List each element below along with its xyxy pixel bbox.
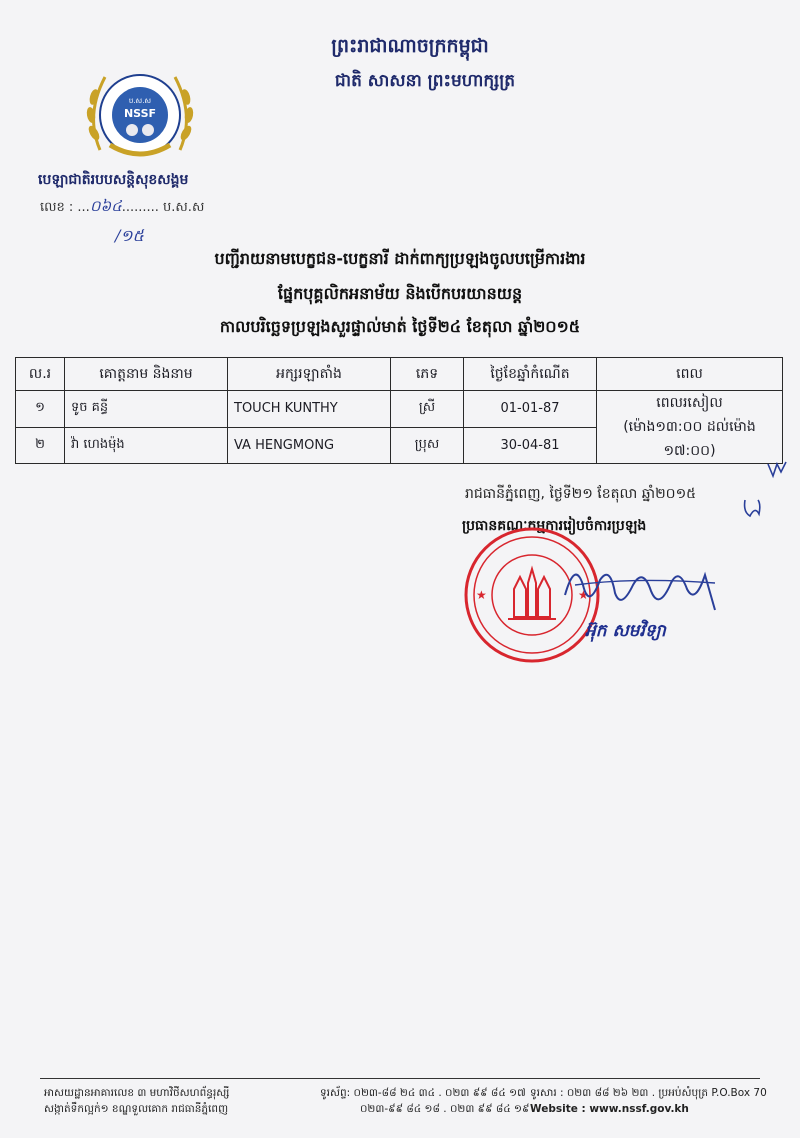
title-line-3: កាលបរិច្ឆេទប្រឡងសួរផ្ទាល់មាត់ ថ្ងៃទី២៤ ខែតុលា ឆ្នាំ២០១៥ — [219, 317, 581, 336]
row-name-latin: TOUCH KUNTHY — [228, 391, 391, 428]
svg-text:★: ★ — [578, 588, 589, 602]
footer-contact — [530, 1085, 767, 1117]
footer-phones — [320, 1085, 529, 1117]
website-line: Website : www.nssf.gov.kh — [530, 1103, 689, 1115]
organization-name: បេឡាជាតិរបបសន្តិសុខសង្គម — [38, 172, 189, 188]
handwritten-initial-mark — [765, 458, 789, 482]
ref-label: លេខ : — [40, 200, 74, 215]
header-name-kh: គោត្តនាម និងនាម — [65, 358, 228, 391]
row-no: ២ — [16, 427, 65, 464]
svg-text:★: ★ — [476, 588, 487, 602]
row-sex: ស្រី — [391, 391, 464, 428]
row-name-kh: វ៉ា ហេងម៉ុង — [65, 427, 228, 464]
row-sex: ប្រុស — [391, 427, 464, 464]
committee-chair-title: ប្រធានគណៈកម្មការរៀបចំការប្រឡង — [462, 518, 647, 534]
row-no: ១ — [16, 391, 65, 428]
ref-suffix: ប.ស.ស — [163, 200, 205, 215]
time-line-1: ពេលរសៀល — [656, 395, 723, 411]
header-dob: ថ្ងៃខែឆ្នាំកំណើត — [464, 358, 597, 391]
phone-line-1: ទូរស័ព្ទ: ០២៣-៨៨ ២៤ ៣៤ . ០២៣ ៩៩ ៨៤ ១៧ — [320, 1087, 526, 1099]
ref-sub: /១៥ — [115, 226, 144, 245]
fax-line: ទូរសារ : ០២៣ ៨៨ ២៦ ២៣ . ប្រអប់សំបុត្រ P.O.Box 70 — [530, 1087, 767, 1099]
row-name-latin: VA HENGMONG — [228, 427, 391, 464]
address-line-1: អាសយដ្ឋានអាគារលេខ ៣ មហាវិថីសហព័ន្ធរុស្សី — [44, 1087, 230, 1099]
handwritten-initial-mark — [741, 496, 763, 522]
kingdom-heading: ព្រះរាជាណាចក្រកម្ពុជា — [331, 35, 489, 57]
place-and-date: រាជធានីភ្នំពេញ, ថ្ងៃទី២១ ខែតុលា ឆ្នាំ២០១៥ — [465, 486, 697, 502]
title-line-1: បញ្ជីរាយនាមបេក្ខជន-បេក្ខនារី ដាក់ពាក្យប្រឡងចូលបម្រើការងារ — [214, 249, 586, 268]
handwritten-signature — [555, 555, 725, 625]
nssf-logo — [80, 55, 200, 175]
table-row — [16, 391, 783, 428]
title-line-2: ផ្នែកបុគ្គលិកអនាម័យ និងបើកបរយានយន្ត — [277, 284, 523, 303]
logo-acronym-en: NSSF — [123, 107, 157, 120]
footer-divider — [40, 1078, 760, 1079]
header-sex: ភេទ — [391, 358, 464, 391]
address-line-2: សង្កាត់ទឹកល្អក់១ ខណ្ឌទួលគោក រាជធានីភ្នំពេញ — [44, 1103, 229, 1115]
phone-line-2: ០២៣-៩៩ ៨៤ ១៨ . ០២៣ ៩៩ ៨៤ ១៩ — [360, 1103, 530, 1115]
reference-number: លេខ : ...០៦៤......... ប.ស.ស — [40, 197, 205, 215]
ref-number: ០៦៤ — [89, 197, 122, 215]
candidates-table — [15, 357, 783, 464]
row-name-kh: ទូច គន្ធី — [65, 391, 228, 428]
national-motto: ជាតិ សាសនា ព្រះមហាក្សត្រ — [334, 71, 516, 91]
header-name-latin: អក្សរឡាតាំង — [228, 358, 391, 391]
row-dob: 30-04-81 — [464, 427, 597, 464]
time-cell — [597, 391, 783, 464]
footer-address — [44, 1085, 229, 1117]
header-time: ពេល — [597, 358, 783, 391]
time-line-2: (ម៉ោង១៣:០០ ដល់ម៉ោង ១៧:០០) — [623, 419, 756, 459]
table-header-row — [16, 358, 783, 391]
row-dob: 01-01-87 — [464, 391, 597, 428]
logo-acronym-kh: ប.ស.ស — [128, 97, 152, 105]
signer-name: អ៊ុក សមវិទ្យា — [585, 621, 666, 641]
header-no: ល.រ — [16, 358, 65, 391]
